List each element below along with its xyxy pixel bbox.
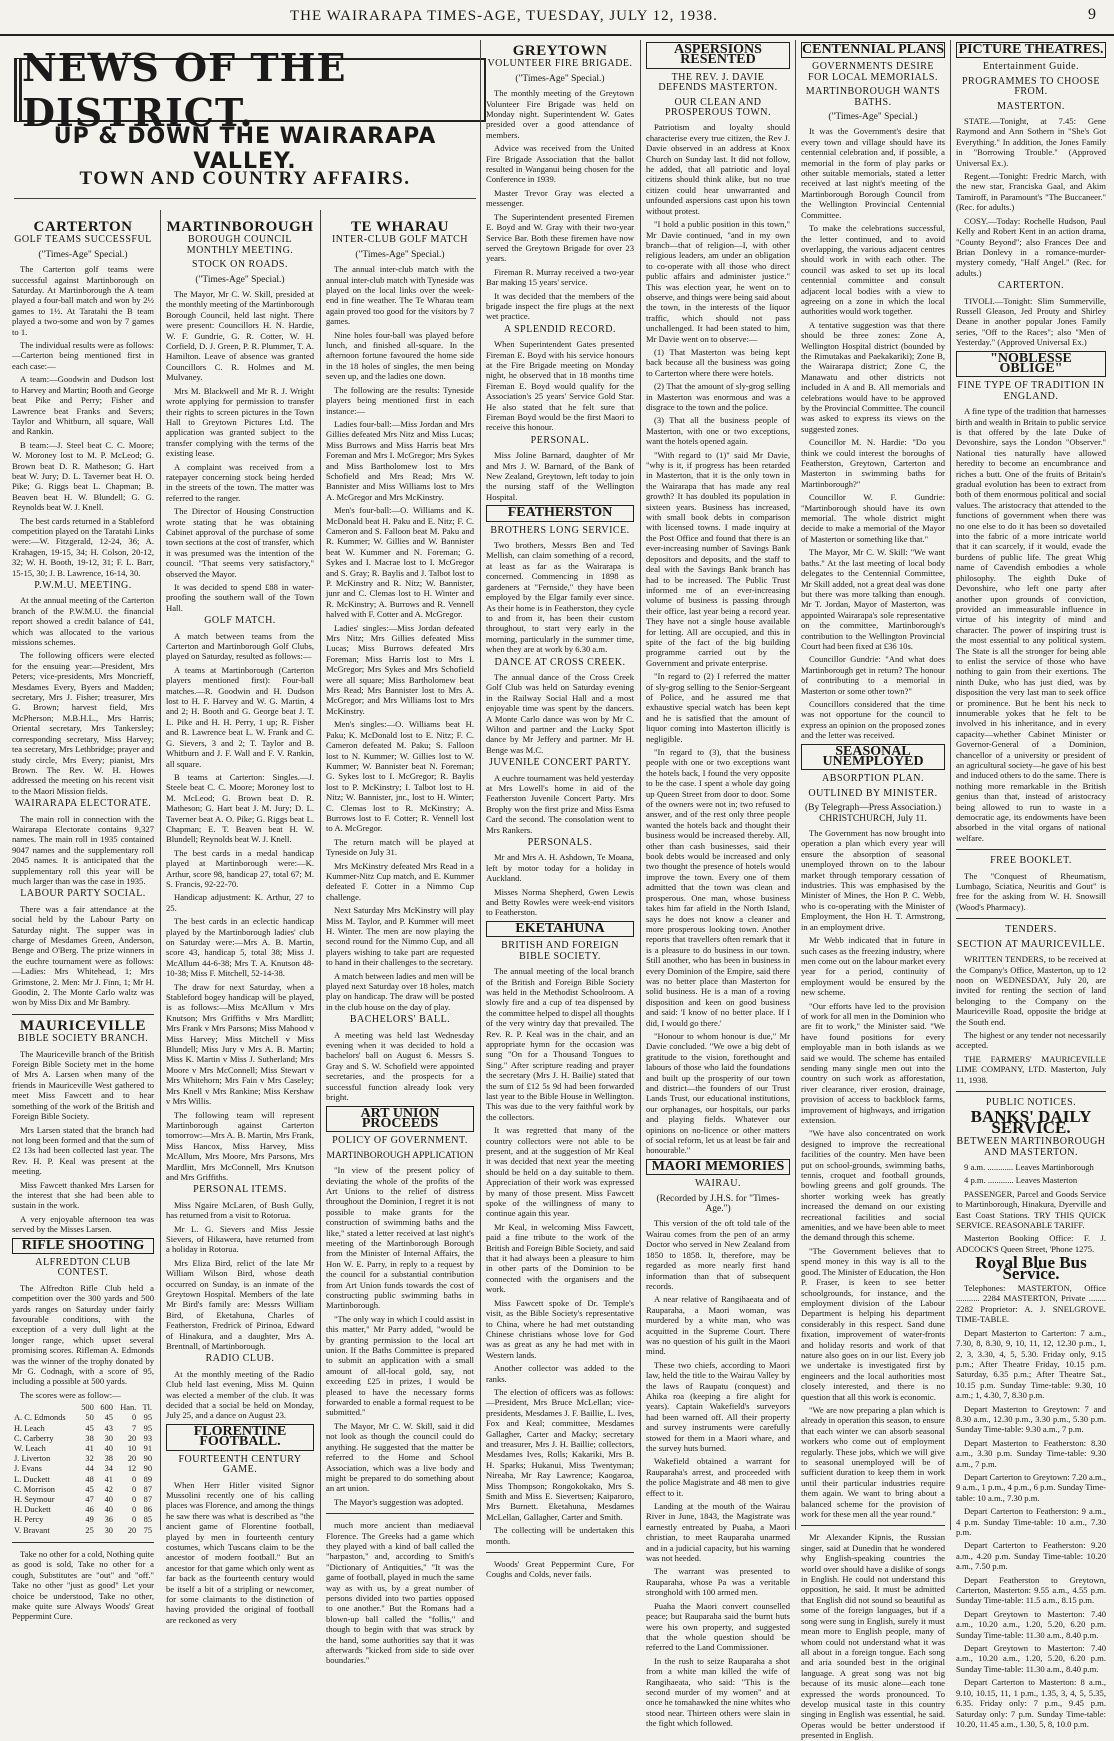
table-cell: 40 [104, 1495, 113, 1505]
table-cell: 46 [85, 1505, 94, 1515]
section-heading: MASTERTON. [997, 100, 1065, 112]
table-cell: 45 [85, 1484, 94, 1494]
table-cell: 30 [104, 1525, 113, 1535]
paragraph: The Superintendent presented Firemen E. Boyd and W. Gray with their two-year Service Bar. Both these firemen have now served the Greytown Brigade for over 23 years. [486, 211, 634, 264]
article-heading: GOLF TEAMS SUCCESSFUL [14, 234, 152, 246]
paragraph: The annual inter-club match with the annual inter-club match with Tyneside was played on the local links over the week-end in fine weather. The Te Wharau team again proved too good for the visitors by 7 games. [326, 264, 474, 327]
paragraph: Mrs M. Blackwell and Mr R. J. Wright wrote applying for permission to transfer their rights to screen pictures in the Town Hall to Greytown Pictures Ltd. The application was granted subject to the transfer complying with the terms of the existing lease. [166, 385, 314, 459]
byline: ("Times-Age" Special.) [38, 249, 128, 260]
article-heading: PERSONALS. [527, 837, 593, 849]
paragraph: The Mayor, Mr C. W. Skill: "We want baths." At the last meeting of local body delegates to the Centennial Committee, Mr Skill added, not a great deal was done but there was more talking than enough. Mr T. Jordan, Mayor of Masterton, was appointed Wairarapa's sole representative on the committee, Martinborough's contribution to the Wellington Provincial Court had been fixed at £36 10s. [801, 547, 945, 651]
paragraph: STATE.—Tonight, at 7.45: Gene Raymond and Ann Sothern in "She's Got Everything." In addition, the Jones Family in "Borrowing Trouble." (Approved Universal Ex.). [956, 116, 1106, 168]
paragraph: (1) That Masterton was being kept back because all the business was going to Carterton where there were hotels. [646, 346, 790, 378]
paragraph: Depart Carterton to Masterton: 8 a.m., 9.10, 10.15, 11, 1 p.m., 1.35, 3, 4, 5, 5.35, 6.35. Friday only: 7 p.m., 9.45 p.m. Saturday only: 7 p.m. Sunday Time-table: 10.20, 11.45 a.m., 1.30, 5, 8, 10.0 p.m. [956, 1677, 1106, 1729]
paragraph: Miss Ngaire McLaren, of Bush Gully, has returned from a visit to Rotorua. [166, 1199, 314, 1221]
article-heading: ABSORPTION PLAN. [822, 773, 924, 785]
table-row [12, 1444, 154, 1454]
byline: (Recorded by J.H.S. for "Times-Age.") [656, 1193, 780, 1215]
paragraph: Depart Masterton to Carterton: 7 a.m., 7.30, 8, 8.30, 9, 10, 11, 12, 12.30 p.m., 1, 2, 3, 3.30, 4, 5, 5.30. Friday only, 9.15 p.m.; After Theatre Friday, 10.15 p.m. Saturday, 6.35 p.m.; After Theatre Sat., 10.15 p.m. Sunday Time-table: 9.30, 10 a.m.; 1, 4.30, 7, 8.30 p.m. [956, 1327, 1106, 1401]
byline: ("Times-Age" Special.) [515, 73, 605, 84]
paragraph: Fireman R. Murray received a two-year Bar making 15 years' service. [486, 266, 634, 288]
table-header-cell: Tl. [142, 1403, 152, 1413]
paragraph: Mrs Eliza Bird, relict of the late Mr William Wilson Bird, whose death occurred on Sunday, is an inmate of the Greytown Hospital. Members of the late Mr Bird's family are: Messrs William Bird, of Eketahuna, Charles of Featherston, Fredrick of Pirinoa, Edward of Hinakura, and a daughter, Mrs A. Brentnall, of Martinborough. [166, 1257, 314, 1352]
table-cell: 38 [104, 1454, 113, 1464]
paragraph: Depart Greytown to Masterton: 7.40 a.m., 10.20 a.m., 1.20, 5.20, 6.20 p.m. Sunday Time-table: 11.30 a.m., 8.40 p.m. [956, 1643, 1106, 1674]
paragraph: Misses Norma Shepherd, Gwen Lewis and Betty Rowles were week-end visitors to Featherston. [486, 886, 634, 918]
paragraph: The main roll in connection with the Wairarapa Electorate contains 9,327 names. The main roll in 1935 contained 9047 names and the supplementary roll 2045 names. It is anticipated that the supplementary roll this year will be much larger than was the case in 1935. [12, 813, 154, 886]
boxed-heading: PICTURE THEATRES. [956, 42, 1106, 58]
paragraph: Miss Joline Barnard, daughter of Mr and Mrs J. W. Barnard, of the Bank of New Zealand, Greytown, left today to join the nursing staff of the Wellington Hospital. [486, 450, 634, 502]
column-martinborough [166, 216, 314, 1625]
column-centennial [801, 40, 945, 1741]
table-cell: 43 [104, 1423, 113, 1433]
article-heading: DANCE AT CROSS CREEK. [494, 656, 626, 668]
boxed-heading: RIFLE SHOOTING [12, 1238, 154, 1254]
column-rule [950, 40, 951, 1530]
paragraph: Telephones: MASTERTON, Office ........... 2284 MASTERTON, Private ........ 2282 Proprietor: A. J. SNELGROVE. TIME-TABLE. [956, 1283, 1106, 1325]
table-row [12, 1454, 154, 1464]
paragraph: Councillor M. N. Hardie: "Do you think we could interest the boroughs of Featherston, Greytown, Carterton and Masterton in swimming baths for Martinborough?" [801, 437, 945, 489]
boxed-heading: "NOBLESSE OBLIGE" [956, 351, 1106, 378]
paragraph: WRITTEN TENDERS, to be received at the Company's Office, Masterton, up to 12 noon on WEDNESDAY, July 20, are invited for renting the section of land belonging to the Company on the Mauriceville Road, opposite the bridge at the South end. [956, 954, 1106, 1027]
paragraph: THE FARMERS' MAURICEVILLE LIME COMPANY, LTD. Masterton, July 11, 1938. [956, 1053, 1106, 1085]
paragraph: Councillor Gundrie: "And what does Martinborough get in return? The honour of contributing to a memorial in Masterton or some other town?" [801, 654, 945, 696]
paragraph: Mr Keal, in welcoming Miss Fawcett, paid a fine tribute to the work of the British and Foreign Bible Society, and said that it had always been a pleasure to him in other parts of the Dominion to be connected with the organisers and the work. [486, 1221, 634, 1295]
table-cell: 40 [104, 1505, 113, 1515]
table-cell: 48 [85, 1474, 94, 1484]
scores-table [12, 1403, 154, 1536]
paragraph: Councillor W. F. Gundrie: "Martinborough should have its own memorial. The whole district might decide to make a memorial of the Mayor of Masterton or something like that." [801, 492, 945, 544]
paragraph: At the annual meeting of the Carterton branch of the P.W.M.U. the financial report showed a credit balance of £41, which was allocated to the various missions schemes. [12, 595, 154, 648]
article-subheading: OUTLINED BY MINISTER. [808, 787, 938, 799]
paragraph: The collecting will be undertaken this month. [486, 1525, 634, 1546]
dateline: (By Telegraph—Press Association.) CHRISTCHURCH, July 11. [804, 803, 942, 824]
table-cell: H. Seymour [14, 1495, 55, 1505]
article-heading: LABOUR PARTY SOCIAL. [20, 888, 146, 900]
table-cell: 0 [132, 1474, 137, 1484]
table-row [12, 1413, 154, 1423]
table-cell: 41 [104, 1474, 113, 1484]
table-cell: 45 [104, 1413, 113, 1423]
paragraph: When Superintendent Gates presented Fireman E. Boyd with his service honours at the Fire Brigade meeting on Monday night, he observed that in 18 months time Fireman E. Boyd would qualify for the Association's 25 years' Service Gold Star. He also stated that he felt sure that Fireman Boyd would be the first Maori to receive this honour. [486, 339, 634, 433]
section-heading: TE WHARAU [351, 219, 449, 235]
table-cell: 47 [85, 1495, 94, 1505]
table-cell: 20 [127, 1433, 137, 1443]
paragraph: "We are now preparing a plan which is already in operation this season, to ensure that each winter we can absorb seasonal workers who come out of employment regularly. These jobs, which we will give to seasonal unemployed will be of sufficient duration to keep them in work until their particular industries require them again. We want to bring about a balanced scheme for the provision of work for these men all the year round." [801, 1404, 945, 1520]
boxed-heading: ART UNION PROCEEDS [326, 1106, 474, 1133]
table-cell: J. Liverton [14, 1454, 51, 1464]
table-row [12, 1495, 154, 1505]
table-row [12, 1515, 154, 1525]
divider [326, 1513, 474, 1514]
table-cell: 20 [127, 1525, 137, 1535]
paragraph: A euchre tournament was held yesterday at Mrs Lowell's home in aid of the Featherston Juvenile Concert Party. Mrs Brophy won the first prize and Miss Esma Card the second. The consolation went to Mrs Rankers. [486, 772, 634, 835]
table-cell: 45 [85, 1423, 94, 1433]
paragraph: Men's four-ball:—O. Williams and K. McDonald beat H. Paku and E. Nitz; F. C. Cameron and S. Falloon beat M. Paku and R. Kummer; W. Gillies and W. Bannister beat W. Kummer and N. Foreman; G. Sykes and I. Macrae lost to I. McGregor and S. Gray; R. Baylis and J. Talbot lost to P. McKinstry and R. Nitz; W. Bannister, junr and C. Clemas lost to H. Winter and R. McKinstry; A. Burrows and R. Vennell halved with F. Cotter and A. McGregor. [326, 505, 474, 620]
paragraph: The best cards in an eclectic handicap played by the Martinborough ladies' club on Saturday were:—Mrs A. B. Martin, score 43, handicap 5, total 38; Miss J. McAllum 44-6-38; Mrs T. A. Knutson 48-10-38; Miss F. Mitchell, 52-14-38. [166, 916, 314, 979]
paragraph: TIVOLI.—Tonight: Slim Summerville, Russell Gleason, Jed Prouty and Shirley Deane in another popular Jones Family series, "Off to the Races"; also "Men of Yesterday." (Approved Universal Ex.) [956, 295, 1106, 348]
byline: ("Times-Age" Special.) [828, 112, 918, 123]
paragraph: It was decided that the members of the brigade inspect the fire plugs at the next wet practice. [486, 290, 634, 322]
paragraph: Handicap adjustment: K. Arthur, 27 to 25. [166, 892, 314, 913]
paragraph: "In view of the present policy of deviating the whole of the profits of the Art Unions to the relief of distress throughout the Dominion, I regret it is not possible to make grants for the construction of swimming baths and the like," stated a letter received at last night's meeting of the Martinborough Borough from the Minister of Internal Affairs, the Hon W. E. Parry, in reply to a request by the council for a substantial contribution from Art Union funds towards the cost of constructing public swimming baths in Martinborough. [326, 1165, 474, 1311]
boxed-heading: EKETAHUNA [486, 921, 634, 937]
article-subheading: STOCK ON ROADS. [192, 259, 288, 271]
article-subheading: SECTION AT MAURICEVILLE. [956, 938, 1106, 950]
table-cell: 87 [143, 1484, 152, 1494]
column-te-wharau [326, 216, 474, 1666]
paragraph: (3) That all the business people of Masterton, with one or two exceptions, want the hotels opened again. [646, 415, 790, 447]
advert-line: Woods' Great Peppermint Cure, For Coughs and Colds, never fails. [486, 1559, 634, 1580]
article-subheading: MARTINBOROUGH WANTS BATHS. [805, 86, 941, 108]
article-heading: PERSONAL ITEMS. [193, 1184, 287, 1196]
paragraph: Puaha the Maori convert counselled peace; but Rauparaha said the burnt huts were his own property, and suggested that the whole question should be referred to the Land Commissioner. [646, 1600, 790, 1653]
article-heading: BRITISH AND FOREIGN BIBLE SOCIETY. [501, 940, 619, 962]
table-cell: W. Leach [14, 1444, 46, 1454]
article-heading: VOLUNTEER FIRE BRIGADE. [487, 58, 633, 70]
paragraph: Patriotism and loyalty should characterise every true citizen, the Rev J. Davie observed in an address at Knox Church on Sunday last. It did not follow, he added, that all patriotic and loyal citizens should think alike, but no true citizen could hear unwarranted and unfounded aspersions cast upon his town without protest. [646, 122, 790, 216]
paragraph: A teams at Martinborough (Carterton players mentioned first): Four-ball matches.—R. Goodwin and H. Dudson lost to H. F. Harvey and W. G. Martin, 4 and 2; H. Booth and G. George beat J. T. L. Pike and H. H. Perry, 1 up; R. Fisher and R. Lawrence beat L. W. Frank and C. G. Sievers, 3 and 2; T. Taylor and B. Whitburn and J. F. Wall and F. V. Rankin, all square. [166, 664, 314, 769]
table-cell: 90 [143, 1464, 152, 1474]
paragraph: Depart Carterton to Featherston: 9 a.m., 4 p.m. Sunday Time-table: 10 a.m., 7.30 p.m. [956, 1506, 1106, 1537]
column-rule [795, 40, 796, 1530]
paragraph: The best cards in a medal handicap played at Martinborough were:—K. Arthur, score 98, handicap 27, total 67; M. S. Francis, 92-22-70. [166, 847, 314, 889]
table-cell: 10 [127, 1444, 137, 1454]
boxed-heading: ASPERSIONS RESENTED [646, 42, 790, 69]
paragraph: B team:—J. Steel beat C. C. Moore; W. Moroney lost to M. P. McLeod; G. Brown beat D. R. Matheson; G. Hart beat W. Jury; D. L. Taverner beat H. O. Pike; G. Riggs beat L. Chapman; B. Beaven beat H. W. Blundell; G. G. Reynolds beat W. J. Knell. [12, 439, 154, 513]
paragraph: Depart Masterton to Featherston: 8.30 a.m., 3.30 p.m. Sunday Time-table: 9.30 a.m., 7 p.m. [956, 1437, 1106, 1469]
paragraph: Master Trevor Gray was elected a messenger. [486, 187, 634, 209]
paragraph: (2) That the amount of sly-grog selling in Masterton was enormous and was a disgrace to the town and the police. [646, 381, 790, 412]
table-cell: 38 [85, 1433, 94, 1443]
article-heading: P.W.M.U. MEETING. [34, 580, 132, 591]
column-greytown [486, 40, 634, 1580]
table-cell: 34 [104, 1464, 113, 1474]
table-cell: 86 [143, 1505, 152, 1515]
paragraph: The following team will represent Martinborough against Carterton tomorrow:—Mrs A. B. Martin, Mrs Frank, Miss Hancox, Miss Harvey, Miss McAllum, Mrs Moore, Mrs Parsons, Mrs Mardlitt, Mrs McConnell, Mrs Knutson and Mrs Griffiths. [166, 1109, 314, 1182]
divider [801, 1525, 945, 1526]
paragraph: 4 p.m. ............ Leaves Masterton [964, 1175, 1078, 1186]
table-cell: 89 [143, 1474, 152, 1484]
paragraph: Another collector was added to the ranks. [486, 1363, 634, 1384]
paragraph: Nine holes four-ball was played before lunch, and finished all-square. In the afternoon fortune favoured the home side in the 18 holes of singles, the men being seven up, and the ladies one down. [326, 329, 474, 382]
table-row [12, 1526, 154, 1536]
paragraph: The Director of Housing Construction wrote stating that he was obtaining Cabinet approval of the purchase of some town sections at the cost of transfer, which it was presumed was the intention of the council. "That seems very satisfactory," observed the Mayor. [166, 506, 314, 579]
advert-heading: BANKS' DAILY SERVICE. [970, 1107, 1092, 1137]
paragraph: The Alfredton Rifle Club held a competition over the 300 yards and 500 yards ranges on Saturday under fairly favourable conditions, with the exception of a very dull light at the longer range, which upset several promising scores. Rifleman A. Edmonds was the winner of the trophy donated by Mr G. Codnagh, with a score of 95, including a possible at 500 yards. [12, 1282, 154, 1387]
table-cell: 30 [104, 1433, 113, 1443]
advert-heading: Royal Blue Bus Service. [975, 1253, 1087, 1283]
table-cell: H. Duckett [14, 1505, 51, 1515]
paragraph: Depart Masterton to Greytown: 7 and 8.30 a.m., 12.30 p.m., 3.30 p.m., 5.30 p.m. Sunday Time-table: 9.30 a.m., 7 p.m. [956, 1403, 1106, 1435]
table-cell: L. Duckett [14, 1474, 50, 1484]
paragraph: The highest or any tender not necessarily accepted. [956, 1029, 1106, 1051]
paragraph: Depart Carterton to Greytown: 7.20 a.m., 9 a.m., 1 p.m., 4 p.m., 6 p.m. Sunday Time-table: 10 a.m., 7.30 p.m. [956, 1471, 1106, 1503]
column-rule [480, 40, 481, 1530]
paragraph: When Herr Hitler visited Signor Mussolini recently one of his calling places was Florence, and among the things he saw there was what is described as "the ancient game of Florentine football, played by men in fourteenth century costumes, which Tuscans claim to be the ancestor of modern football." But an ancestor for that game which only went as far back as the fourteenth century would be itself a bit of a stripling or newcomer, for some claimants to the distinction of having provided the original of football are reckoned as very [166, 1479, 314, 1625]
article-heading: PUBLIC NOTICES. [985, 1096, 1077, 1108]
column-picture-theatres [956, 40, 1106, 1729]
paragraph: Councillors considered that the time was not opportune for the council to express an opinion on the proposed zones and the letter was received. [801, 698, 945, 741]
article-heading: FREE BOOKLET. [990, 855, 1072, 867]
column-carterton [12, 216, 154, 1622]
section-heading: CARTERTON. [997, 280, 1065, 292]
paragraph: The individual results were as follows:—Carterton being mentioned first in each case:— [12, 340, 154, 371]
section-heading: MAURICEVILLE [19, 1017, 146, 1034]
table-cell: 50 [85, 1413, 94, 1423]
newspaper-title: THE WAIRARAPA TIMES-AGE, TUESDAY, JULY 12, 1938. [290, 8, 718, 24]
table-cell: 75 [143, 1525, 152, 1535]
table-cell: C. Morrison [14, 1484, 55, 1494]
table-cell: 91 [143, 1444, 152, 1454]
paragraph: In the rush to seize Rauparaha a shot from a white man killed the wife of Rangihaeata, who said: "This is the second murder of my women" and at once he tomahawked the nine whites who stood near. Thirteen others were slain in the fight which followed. [646, 1655, 790, 1729]
verse-advert: Take no other for a cold, Nothing quite as good is sold, Take no other for a cough, Substitutes are "out" and "off." Take no other "just as good" Let your choice be understood, Take no other, make quite sure Always Woods' Great Peppermint Cure. [12, 1548, 154, 1622]
table-cell: 32 [85, 1454, 94, 1464]
paragraph: The Carterton golf teams were successful against Martinborough on Saturday. At Martinborough the A team played a four-ball match and won by 2½ games to 1½. At Taratahi the B team played a two-some and won by 7 games to 1. [12, 264, 154, 337]
paragraph: Depart Carterton to Featherston: 9.20 a.m., 4.20 p.m. Sunday Time-table: 10.20 a.m., 7.50 p.m. [956, 1540, 1106, 1572]
table-header-cell: Han. [120, 1403, 137, 1413]
paragraph: Mrs McKinstry defeated Mrs Read in a Kummer-Nitz Cup match, and E. Kummer defeated F. Cotter in a Nimmo Cup challenge. [326, 860, 474, 902]
paragraph: Mr Webb indicated that in future in such cases as the freezing industry, where men come out on the labour market every year for a period, continuity of employment would be ensured by the new scheme. [801, 935, 945, 998]
table-cell: V. Bravant [14, 1525, 50, 1535]
divider [956, 1091, 1106, 1092]
table-cell: A. C. Edmonds [14, 1413, 66, 1423]
table-header-cell [12, 1403, 77, 1413]
paragraph: Depart Greytown to Masterton: 7.40 a.m., 10.20 a.m., 1.20, 5.20, 6.20 p.m. Sunday Time-table: 11.30 a.m., 8.40 p.m. [956, 1608, 1106, 1640]
paragraph: Advice was received from the United Fire Brigade Association that the ballot resulted in Wanganui being chosen for the Conference in 1939. [486, 143, 634, 185]
article-heading: BOROUGH COUNCIL MONTHLY MEETING. [186, 234, 294, 256]
paragraph: The Government has now brought into operation a plan which every year will ensure the absorption of seasonal unemployed thrown on to the labour market through temporary cessation of industries. This was emphasised by the Minister of Mines, the Hon P. C. Webb, who is co-operating with the Minister of Employment, the Hon H. T. Armstrong, in an employment drive. [801, 828, 945, 932]
paragraph: The warrant was presented to Rauparaha, whose Pa was a veritable stronghold with 100 armed men. [646, 1566, 790, 1598]
paragraph: Mr Alexander Kipnis, the Russian singer, said at Dunedin that he wondered why English-speaking countries the world over should have a dislike of songs in English. He could not understand this opposition, he said. It must be admitted that English did not sound so beautiful as some of the foreign languages, but if a song were sung in English, surely it must mean more to English people, many of whom could not understand what it was all about in a foreign tongue. Each song and aria sounded best in the original language. A great song was not big because of its music alone—each tone expressed the words pronounced. To develop musical taste in this country singing in English was essential, he said. Operas would be better understood if presented in English. [801, 1532, 945, 1741]
paragraph: Wakefield obtained a warrant for Rauparaha's arrest, and proceeded with the police Magistrate and 48 men to give effect to it. [646, 1456, 790, 1498]
article-heading: BACHELORS' BALL. [349, 1014, 451, 1026]
paragraph: The Mayor's suggestion was adopted. [334, 1496, 464, 1507]
table-cell: 41 [85, 1444, 94, 1454]
article-heading: A SPLENDID RECORD. [503, 323, 617, 335]
table-cell: 12 [127, 1464, 137, 1474]
paragraph: The Mayor, Mr C. W. Skill, said it did not look as though the council could do anything. He suggested that the matter be referred to the Home and School Association, which was a live body and might be prepared to do something about an art union. [326, 1420, 474, 1494]
article-heading: INTER-CLUB GOLF MATCH [331, 234, 469, 246]
paragraph: The return match will be played at Tyneside on July 31. [326, 836, 474, 858]
paragraph: B teams at Carterton: Singles.—J. Steele beat C. C. Moore; Moroney lost to M. McLeod; G. Brown beat D. R. Matheson; G. Hart beat J. M. Jury; D. L. Taverner beat A. O. Pike; G. Riggs beat L. Chapman; E. T. Beaven beat H. W. Blundell; Reynolds beat W. J. Knell. [166, 771, 314, 845]
paragraph: "In regard to (3), that the business people with one or two exceptions want the hotels back, I found the very opposite to be the case. I spent a whole day going up Queen Street from door to door. Some of the owners were not in; two refused to answer, and of the rest only three people wanted the hotels back and thought their business would be increased thereby. All, other than cash businesses, said their book debts would be increased and only two thought the presence of hotels would improve the town. Every one of them admitted that the town was clean and prosperous. One man, whose business takes him far afield in the North Island, says he does not know a cleaner and more prosperous looking town. Another reports that travellers often remark that it is a pleasure to do business in our town. Still another, who has been in business in every Dominion of the Empire, said there was no better place than Masterton for solid business. He is a man of a roving disposition and keen on good business and said: 'I know of no better place. If I did, I would go there.' [646, 747, 790, 1028]
table-row [12, 1434, 154, 1444]
paragraph: A complaint was received from a ratepayer concerning stock being herded in the streets of the town. The matter was referred to the ranger. [166, 461, 314, 503]
table-cell: 93 [143, 1433, 152, 1443]
article-heading: BROTHERS LONG SERVICE. [490, 524, 630, 536]
paragraph: Landing at the mouth of the Wairau River in June, 1843, the Magistrate was earnestly entreated by Puaha, a Maori christian, to meet Rauparaha unarmed and in a judicial capacity, but his warning was not heeded. [646, 1501, 790, 1564]
page-number: 9 [1088, 6, 1096, 23]
table-header-cell: 500 [81, 1403, 94, 1413]
paragraph: Miss Fawcett spoke of Dr. Temple's visit, as the Bible Society's representative to China, where he had met outstanding Chinese christians whose love for God was as great as any he had met with in Western lands. [486, 1297, 634, 1360]
column-rule [640, 40, 641, 1530]
paragraph: Mrs Larsen stated that the branch had not long been formed and that the sum of £2 13s had been collected last year. The Rev. H. P. Keal was present at the meeting. [12, 1124, 154, 1177]
sub-banner: UP & DOWN THE WAIRARAPA VALLEY. [53, 124, 437, 174]
boxed-heading: SEASONAL UNEMPLOYED [801, 744, 945, 771]
paragraph: "With regard to (1)" said Mr Davie, "why is it, if progress has been retarded in Masterton, that it is the only town in the Wairarapa that has made any real growth? It has doubled its population in sixteen years. Business has increased, with small book debts in comparison with licensed towns. I made inquiry at the Post Office and found that there is an ever-increasing number of Savings Bank depositors and deposits, and the staff to deal with the Savings Bank branch has had to be increased. The Public Trust informed me of an ever-increasing volume of business is passing through their office, last year being a record year. They have not a single house available for letting. All are occupied, and this in spite of the fact of the big building programme carried out by the Government and private enterprise. [646, 449, 790, 668]
table-cell: J. Evans [14, 1464, 42, 1474]
paragraph: The monthly meeting of the Greytown Volunteer Fire Brigade was held on Monday night. Superintendent W. Gates presided over a good attendance of members. [486, 88, 634, 140]
paragraph: Depart Featherston to Greytown, Carterton, Masterton: 9.55 a.m., 4.55 p.m. Sunday Time-table: 11.5 a.m., 8.15 p.m. [956, 1574, 1106, 1606]
article-subheading: MARTINBOROUGH APPLICATION [326, 1150, 474, 1161]
table-cell: 0 [132, 1495, 137, 1505]
article-subheading: BETWEEN MARTINBOROUGH AND MASTERTON. [956, 1136, 1106, 1158]
paragraph: A team:—Goodwin and Dudson lost to Harvey and Martin; Booth and George beat Pike and Perry; Fisher and Lawrence beat Franks and Severs; Taylor and Whitburn, all square, Wall and Rankin. [12, 374, 154, 437]
paragraph: The annual meeting of the local branch of the British and Foreign Bible Society was held in the Methodist Schoolroom. A slowly fire and a cup of tea dispensed by the committee helped to dispel all thoughts of the very wintry day that prevailed. The Rev. R. P. Keal was in the chair, and an appropriate hymn for the occasion was sung "On for a Thousand Tongues to Sing." After scripture reading and prayer the secretary (Mrs J. H. Bailie) stated that the sum of £12 5s 9d had been forwarded last year to the Bible House in Wellington. This was due to the very faithful work by the collectors. [486, 966, 634, 1122]
divider [956, 849, 1106, 850]
table-cell: 42 [104, 1484, 113, 1494]
article-heading: Entertainment Guide. [982, 61, 1080, 73]
table-row [12, 1475, 154, 1485]
paragraph: Mr L. G. Sievers and Miss Jessie Sievers, of Hikawera, have returned from a holiday in Rotorua. [166, 1223, 314, 1255]
paragraph: The best cards returned in a Stableford competition played on the Taratahi Links were:—W. Fitzgerald, 12-24, 36; A. Krahagen, 19-15, 34; H. Colson, 20-12, 32; W. H. Booth, 19-12, 31; F. L. Barr, 15-15, 30; J. B. Lawrence, 16-14, 30. [12, 515, 154, 578]
table-cell: 95 [143, 1423, 152, 1433]
paragraph: Ladies' singles:—Miss Jordan defeated Mrs Nitz; Mrs Gillies defeated Miss Lucas; Miss Burrows defeated Mrs Foreman; Miss Harris lost to Mrs I. McGregor; Mrs Sykes and Mrs Schofield were all square; Miss Bartholomew beat Mrs Read; Mrs Bannister lost to Mrs A. McGregor; and Mrs Williams lost to Mrs McKinstry. [326, 622, 474, 716]
table-cell: H. Leach [14, 1423, 45, 1433]
paragraph: "In regard to (2) I referred the matter of sly-grog selling to the Senior-Sergeant of Police, and he assured me that exhaustive special watch has been kept and he is satisfied that the amount of liquor coming into Masterton illicitly is negligible. [646, 671, 790, 744]
paragraph: A fine type of the tradition that harnesses birth and wealth in Britain to public service is that offered by the late Duke of Devonshire, says the London "Observer." National ties naturally have allowed heredity to become an encumbrance and riches a butt. One of the fruits of Britain's gradual evolution has been to extract from both of them enormous political and social values. The aristocracy that attended to the functions of government when there was no one else to do it has been so dovetailed into the fabric of a more intricate world that it can scarcely, if it would, evade the burdens of public life. The great Whig name of Cavendish embodies a whole philosophy. The eighth Duke of Devonshire, who left one party after another upon grounds of conviction, provided an immeasurable influence in virtue of his integrity of mind and character. The power of inspiring trust is the most essential to any political system. The State is all the stronger for being able to enlist the service of those who have nothing to gain from their exertions. The ninth Duke, who has just died, was by disposition the very last man to seek office or prominence. But he bent his neck to innumerable yokes that he felt to be involved in his inheritance, and in every capacity—whether Cabinet Minister or Governor-General of a Dominion, chancellor of a university or president of an agricultural society—he gave of his best and induced others to do the same. There is nothing more remarkable in the British genius than that, instead of aristocracy being allowed to run to waste in a democratic age, its endowments have been absorbed in the vital organs of national welfare. [956, 406, 1106, 843]
article-heading: POLICY OF GOVERNMENT. [332, 1135, 468, 1147]
masthead [0, 0, 1114, 36]
paragraph: The scores were as follow:— [20, 1389, 121, 1400]
byline: ("Times-Age" Special.) [195, 274, 285, 285]
paragraph: These two chiefs, according to Maori law, held the title to the Wairau Valley by the laws of Raupatu (conquest) and Ahika roa (keeping a fire alight for years). Captain Wakefield's surveyors had been warned off. All their property and survey instruments were carefully stowed for them in a Maori whare, and the survey huts burned. [646, 1359, 790, 1453]
paragraph: "The Government believes that to spend money in this way is all to the good. The Minister of Education, the Hon P. Fraser, is keen to see better schoolgrounds, for instance, and the employment division of the Labour Department is helping his department considerably in this respect. Sand dune fixation, improvement of water-fronts and holiday resorts and work of that nature also goes on in our list. Every job we undertake is investigated first by engineers and the local authorities most closely interested, and there is no question that all this work is economic. [801, 1245, 945, 1402]
main-banner: NEWS OF THE DISTRICT. [14, 58, 486, 122]
section-banner: TOWN AND COUNTRY AFFAIRS. [14, 168, 476, 199]
boxed-heading: MAORI MEMORIES [646, 1159, 790, 1175]
paragraph: Regent.—Tonight: Fredric March, with the new star, Franciska Gaal, and Akim Tamiroff, in Paramount's "The Buccaneer." (Rec. for adults.) [956, 171, 1106, 213]
paragraph: A tentative suggestion was that there should be three zones: Zone A, Wellington Hospital district (bounded by the Rimutakas and Paekakariki); Zone B, the Wairarapa district; Zone C, the Manawatu and other districts not included in A and B. All memorials and celebrations would have to be approved by the Provincial Committee. The council was asked to express its views on the suggested zones. [801, 319, 945, 434]
table-row [12, 1505, 154, 1515]
paragraph: "I hold a public position in this town," Mr Davie continued, "and in my own branch—that of religion—I, with other religious leaders, am under an obligation to co-operate with all those who direct public affairs and administer justice." This was election year, he went on to observe, and things were being said about the town, in the interests of the liquor traffic, which should not pass unchallenged. It had been stated to him, Mr Davie went on to observe:— [646, 219, 790, 344]
paragraph: To make the celebrations successful, the letter continued, and to avoid overlapping, the various adjacent centres should work in with each other. The council was asked to set up its local centennial committee and consult adjacent local bodies with a view to agreeing on a zone in which the local authorities would work together. [801, 223, 945, 317]
paragraph: The "Conquest of Rheumatism, Lumbago, Sciatica, Neuritis and Gout" is free for the asking from W. H. Snowsill (Wood's Pharmacy). [956, 870, 1106, 912]
paragraph: "We have also concentrated on work designed to improve the recreational facilities of the country. Men have been put on school-grounds, swimming baths, tennis, croquet and football grounds, bowling greens and golf grounds. The shorter working week has greatly increased the demand on our existing recreational facilities and social amenities, and we have been able to meet the demand through this scheme. [801, 1128, 945, 1243]
paragraph: Ladies four-ball:—Miss Jordan and Mrs Gillies defeated Mrs Nitz and Miss Lucas; Miss Burrows and Miss Harris beat Mrs Foreman and Mrs I. McGregor; Mrs Sykes and Miss Bartholomew lost to Mrs Schofield and Mrs Read; Mrs W. Bannister and Miss Williams lost to Mrs A. McGregor and Mrs McKinstry. [326, 418, 474, 502]
section-heading: CARTERTON [33, 219, 133, 235]
table-cell: 85 [143, 1515, 152, 1525]
article-heading: FINE TYPE OF TRADITION IN ENGLAND. [957, 380, 1105, 402]
table-cell: 87 [143, 1495, 152, 1505]
table-row [12, 1424, 154, 1434]
table-cell: 0 [132, 1515, 137, 1525]
table-cell: 20 [127, 1454, 137, 1464]
article-heading: GOVERNMENTS DESIRE FOR LOCAL MEMORIALS. [808, 61, 938, 83]
paragraph: Men's singles:—O. Williams beat H. Paku; K. McDonald lost to E. Nitz; F. C. Cameron defeated M. Paku; S. Falloon lost to N. Kummer; W. Gillies lost to W. Kummer; W. Bannister beat N. Foreman; G. Sykes lost to I. McGregor; R. Baylis lost to P. McKinstry; I. Talbot lost to H. Nitz; W. Bannister, jnr., lost to H. Winter; C. Clemas lost to R. McKinstry; A. Burrows lost to F. Cotter; R. Vennell lost to A. McGregor. [326, 719, 474, 834]
table-cell: 7 [132, 1423, 137, 1433]
paragraph: The following officers were elected for the ensuing year:—President, Mrs Peters; vice-presidents, Mrs Moncrieff, Mesdames Every, Byers and Madden; secretary, Mrs J. Fisher; treasurer, Mrs G. Brown; harvest field, Mrs McPherson; M.B.H.L., Mrs Harris; Oriental secretary, Mrs Tankersley; corresponding secretary, Miss Harvey; tea secretary, Mrs Lethbridge; prayer and study circle, Mrs Every; pianist, Mrs Brown. The Rev. W. H. Howes addressed the meeting on his recent visit to the Maori Mission fields. [12, 650, 154, 796]
article-heading: THE REV. J. DAVIE DEFENDS MASTERTON. [658, 71, 778, 94]
paragraph: At the monthly meeting of the Radio Club held last evening, Miss M. Quinn was elected a member of the club. It was decided that a social be held on Monday, July 25, and a dance on August 23. [166, 1368, 314, 1421]
boxed-heading: FEATHERSTON [486, 505, 634, 521]
column-rule [160, 210, 161, 1530]
paragraph: The Mauriceville branch of the British Foreign Bible Society met in the home of Mrs A. Larsen when many of the friends in Mauriceville West gathered to meet Miss Fawcett and to hear something of the work of the British and Foreign Bible Society. [12, 1048, 154, 1122]
paragraph: A meeting was held last Wednesday evening when it was decided to hold a bachelors' ball on August 6. Messrs S. Gray and S. W. Schofield were appointed secretaries, and the prospects for a successful function already look very bright. [326, 1029, 474, 1103]
table-cell: 49 [85, 1515, 94, 1525]
table-cell: 36 [104, 1515, 113, 1525]
column-rule [320, 210, 321, 1530]
paragraph: "The only way in which I could assist in this matter," Mr Parry added, "would be by granting permission to the local art union. If the Baths Committee is prepared to submit an application with a small amount of all-local gold, say, not exceeding £25 in prizes, I would be pleased to have the necessary forms forwarded to enable a formal request to be submitted." [326, 1313, 474, 1418]
table-cell: 90 [143, 1454, 152, 1464]
paragraph: A match between teams from the Carterton and Martinborough Golf Clubs, played on Saturday, resulted as follows:— [166, 630, 314, 662]
table-cell: C. Carberry [14, 1433, 54, 1443]
paragraph: The election of officers was as follows:—President, Mrs Bruce McLellan; vice-presidents, Mesdames J. F. Baillie, L. Ives, Fox and Keal; committee, Mesdames Gallagher, Carter and Macky; secretary and treasurer, Mrs J. H. Baillie; collectors, Mesdames Ives, Rolls; Kakariki, Mrs B. H. Sparks; Hukanui, Miss Twentyman; Nireaha, Mr Ray Lawrence; Kaogaroa, Miss Thompson; Rongokokako, Mrs S. Smith and Miss E. Sievertsen; Kaiparoro, Mrs Burnett. Eketahuna, Mesdames McLellan, Gallagher, Carter and Smith. [486, 1386, 634, 1522]
column-aspersions [646, 40, 790, 1729]
table-cell: 0 [132, 1413, 137, 1423]
paragraph: The annual dance of the Cross Creek Golf Club was held on Saturday evening in the Railway Social Hall and a most enjoyable time was spent by the dancers. A Monte Carlo dance was won by Mr C. Wilton and partner and the Lucky Spot dance by Mr Jeffery and partner. Mr H. Benge was M.C. [486, 671, 634, 755]
article-heading: WAIRARAPA ELECTORATE. [14, 798, 152, 810]
paragraph: Miss Fawcett thanked Mrs Larsen for the interest that she had been able to sustain in the work. [12, 1179, 154, 1211]
paragraph: Two brothers, Messrs Ben and Ted Mellish, can claim something of a record, at least as far as the Wairarapa is concerned. Commencing in 1898 as gardeners at "Fernside," they have been employed by the Elgar family ever since. As their home is in Featherston, they cycle to and from it, has been their custom throughout, to start very early in the morning, particularly in the summer time, when they are at work by 6.30 a.m. [486, 540, 634, 655]
paragraph: A near relative of Rangihaeata and of Rauparaha, a Maori woman, was murdered by a white man, who was acquitted in the Supreme Court. There was no question of his guilt in the Maori mind. [646, 1294, 790, 1357]
article-heading: FOURTEENTH CENTURY GAME. [178, 1453, 302, 1476]
paragraph: The draw for next Saturday, when a Stableford bogey handicap will be played, is as follows:—Miss McAllum v Mrs Knutson; Mrs Griffiths v Mrs Mardlitt; Mrs Frank v Mrs Parsons; Miss Mahood v Miss Harvey; Miss Mitchell v Miss Blundell; Miss Jury v Mrs A. B. Martin; Miss K. Martin v Miss J. Sutherland; Mrs Moore v Mrs McConnell; Miss Stewart v Mrs Whitehorn; Mrs Fain v Mrs Caseley; Mrs Knell v Mrs Rankine; Miss Kershaw v Mrs Willis. [166, 981, 314, 1107]
article-heading: TENDERS. [1005, 924, 1057, 936]
table-header-cell: 600 [100, 1403, 113, 1413]
boxed-heading: CENTENNIAL PLANS [802, 42, 944, 57]
paragraph: A very enjoyable afternoon tea was served by the Misses Larsen. [12, 1213, 154, 1235]
article-heading: WAIRAU. [695, 1178, 741, 1190]
article-heading: GOLF MATCH. [204, 615, 276, 627]
table-cell: 44 [85, 1464, 94, 1474]
paragraph: The following are the results: Tyneside players being mentioned first in each instance:— [326, 384, 474, 416]
divider [12, 1542, 154, 1543]
divider [12, 1014, 154, 1015]
paragraph: There was a fair attendance at the social held by the Labour Party on Saturday night. The supper was in charge of Mesdames Green, Anderson, Benge and O'Berg. The prize winners in the euchre tournament were as follows:—Ladies: Mrs Whitehead, 1; Mrs Grimstone, 2. Men: Mr J. Finn, 1; Mr H. Goodin, 2. The Monte Carlo waltz was won by Miss Dix and Mr Bambry. [12, 903, 154, 1008]
paragraph: PASSENGER, Parcel and Goods Service to Martinborough, Hinakura, Dyerville and East Coast Stations. TRY THIS QUICK SERVICE. REASONABLE TARIFF. [956, 1188, 1106, 1231]
paragraph: It was regretted that many of the country collectors were not able to be present, and at the suggestion of Mr Keal it was decided that next year the meeting should be held on a day suitable to them. Appreciation of their work was expressed by many of those present. Miss Fawcett spoke of the willingness of many to continue again this year. [486, 1125, 634, 1219]
paragraph: 9 a.m. ............ Leaves Martinborough [964, 1162, 1094, 1172]
article-subheading: PROGRAMMES TO CHOOSE FROM. [962, 75, 1100, 98]
article-heading: ALFREDTON CLUB CONTEST. [35, 1256, 131, 1279]
paragraph: much more ancient than mediaeval Florence. The Greeks had a game which they played with a kind of ball called the "harpaston," and, according to Smith's "Dictionary of Antiquities," "It was the game of football, played in much the same way as with us, by a great number of persons divided into two parties opposed to one another." But the Romans had a blown-up ball called the "follis," and though to begin with that was struck by the hand, some authorities say that it was afterwards "kicked from side to side over boundaries." [326, 1520, 474, 1666]
section-heading: MARTINBOROUGH [166, 219, 314, 235]
divider [486, 1552, 634, 1553]
table-cell: 95 [143, 1413, 152, 1423]
table-cell: 0 [132, 1484, 137, 1494]
paragraph: Masterton Booking Office: F. J. ADCOCK'S Queen Street, 'Phone 1275. [956, 1233, 1106, 1254]
paragraph: "Honour to whom honour is due," Mr Davie concluded. "We owe a big debt of gratitude to the vision, forethought and labours of those who laid the foundations and built up the prosperity of our town and district—the founders of our Trust Lands Trust, our educational institutions, our orphanages, our hospitals, our parks and playing fields. Whatever our opinions on no-licence or other matters of social reform, let us at least be fair and honourable." [646, 1030, 790, 1156]
paragraph: Mr and Mrs A. H. Ashdown, Te Moana, left by motor today for a holiday in Auckland. [486, 852, 634, 884]
article-heading: JUVENILE CONCERT PARTY. [488, 757, 632, 769]
paragraph: This version of the oft told tale of the Wairau comes from the pen of an army Doctor who served in New Zealand from 1850 to 1858. It, therefore, may be regarded as more nearly first hand information than that of subsequent records. [646, 1218, 790, 1291]
table-cell: 40 [104, 1444, 113, 1454]
paragraph: It was the Government's desire that every town and village should have its centennial celebration and, if possible, a memorial in the form of play parks or other suitable memorials, stated a letter received at last night's meeting of the Martinborough Borough Council from the Wellington Provincial Centennial Committee. [801, 126, 945, 220]
boxed-heading: FLORENTINE FOOTBALL. [166, 1424, 314, 1451]
table-cell: 0 [132, 1505, 137, 1515]
paragraph: COSY.—Today: Rochelle Hudson, Paul Kelly and Robert Kent in an action drama, "County Beyond"; also Frances Dee and Brian Donlevy in a romance-murder-mystery comedy, "Half Angel." (Rec. for adults.) [956, 215, 1106, 278]
article-subheading: OUR CLEAN AND PROSPEROUS TOWN. [665, 96, 771, 119]
byline: ("Times-Age" Special.) [355, 249, 445, 260]
table-row [12, 1485, 154, 1495]
paragraph: The Mayor, Mr C. W. Skill, presided at the monthly meeting of the Martinborough Borough Council, held last night. There were present: Councillors H. N. Hardie, W. F. Gundrie, G. R. Cotter, W. H. Corfield, D. J. Green, P. R. Plummer, T. A. Hamilton. Leave of absence was granted Councillors C. R. Holmes and M. Mulvaney. [166, 289, 314, 383]
paragraph: Next Saturday Mrs McKinstry will play Miss M. Taylor, and P. Kummer will meet H. Winter. The men are now playing the second round for the Nimmo Cup, and all players wishing to take part are requested to hand in their challenges to the secretary. [326, 905, 474, 968]
article-heading: PERSONAL. [530, 434, 590, 446]
article-heading: BIBLE SOCIETY BRANCH. [17, 1033, 149, 1045]
table-row [12, 1464, 154, 1474]
article-heading: RADIO CLUB. [205, 1353, 275, 1365]
table-cell: 25 [85, 1525, 94, 1535]
section-heading: GREYTOWN [512, 43, 608, 59]
paragraph: A match between ladies and men will be played next Saturday over 18 holes, match play on handicap. The draw will be posted in the club house on the day of play. [326, 970, 474, 1012]
divider [956, 918, 1106, 919]
paragraph: It was decided to spend £88 in water-proofing the southern wall of the Town Hall. [166, 582, 314, 613]
table-cell: H. Percy [14, 1515, 44, 1525]
paragraph: "Our efforts have led to the provision of work for all men in the Dominion who are fit to work," the Minister said. "We have found positions for every employable man in both islands as we said we would. The scheme has entailed sending many single men out into the country on such work as afforestation, river clearance, river erosion, drainage, provision of access to backblock farms, improvement of highways, and irrigation extension. [801, 1000, 945, 1125]
